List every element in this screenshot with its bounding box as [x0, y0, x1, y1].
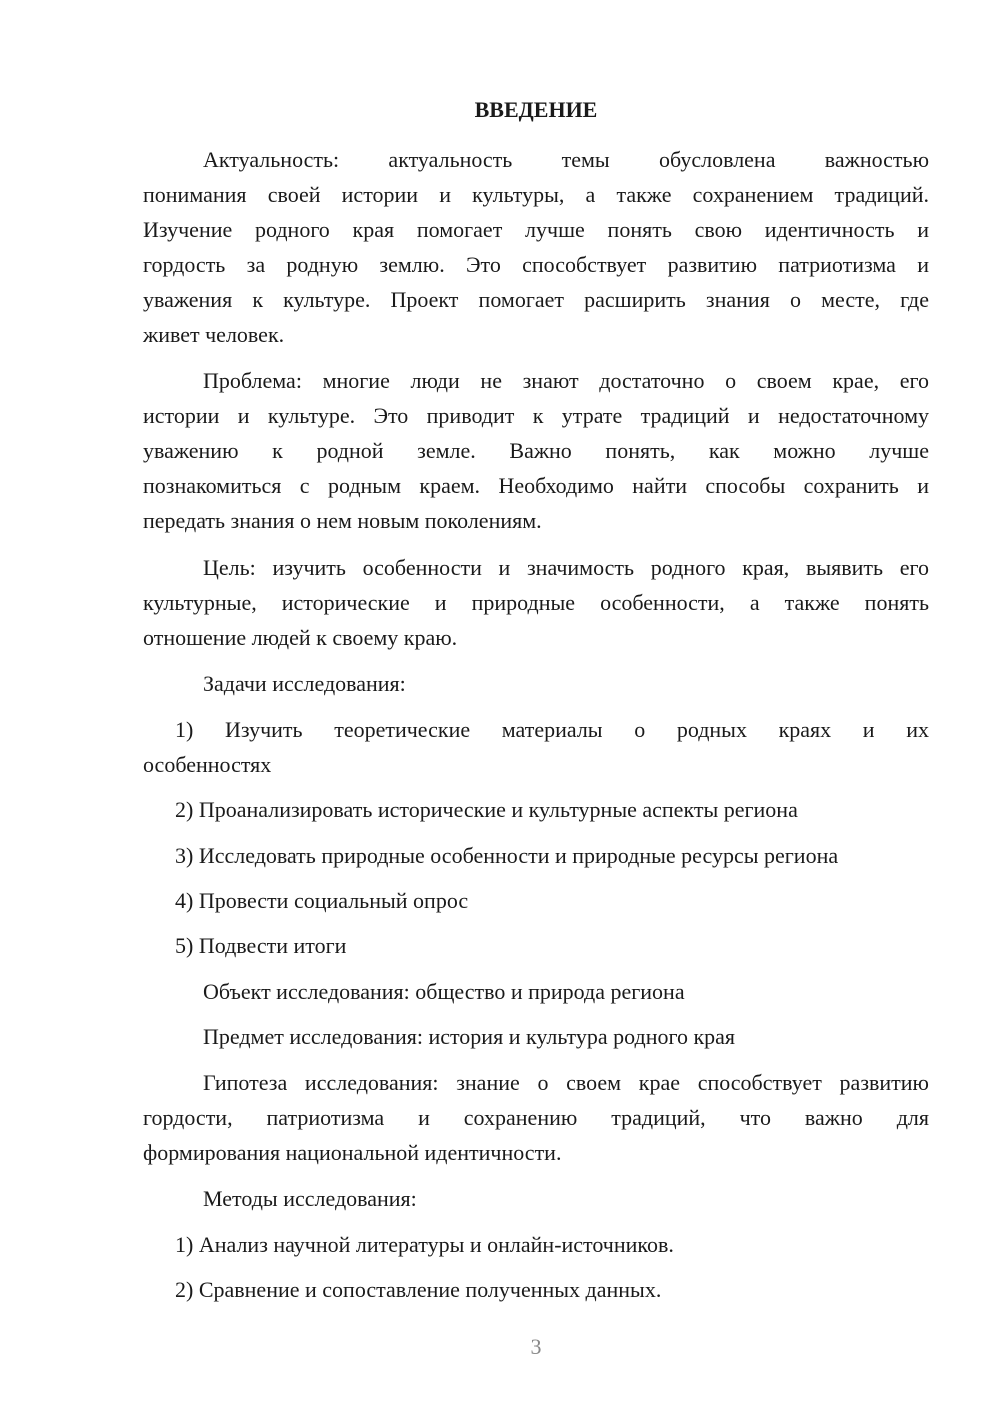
page-title: ВВЕДЕНИЕ	[474, 97, 598, 122]
paragraph-line: Изучение родного края помогает лучше понять свою идентичность и	[143, 217, 929, 242]
paragraph-line: гордости, патриотизма и сохранению традиций, что важно для	[143, 1105, 929, 1130]
list-item: 1) Изучить теоретические материалы о родных краях и их	[175, 717, 929, 742]
research-object: Объект исследования: общество и природа региона	[203, 979, 685, 1004]
paragraph-line: Актуальность: актуальность темы обусловлена важностью	[203, 147, 929, 172]
paragraph-line: познакомиться с родным краем. Необходимо найти способы сохранить и	[143, 473, 929, 498]
list-item: 4) Провести социальный опрос	[175, 888, 469, 913]
paragraph-line: передать знания о нем новым поколениям.	[143, 508, 542, 533]
paragraph-line: истории и культуре. Это приводит к утрате традиций и недостаточному	[143, 403, 929, 428]
paragraph-line: уважению к родной земле. Важно понять, как можно лучше	[143, 438, 929, 463]
paragraph-line: уважения к культуре. Проект помогает расширить знания о месте, где	[143, 287, 929, 312]
list-item: 2) Сравнение и сопоставление полученных данных.	[175, 1277, 662, 1302]
methods-heading: Методы исследования:	[203, 1186, 417, 1211]
paragraph-line: живет человек.	[143, 322, 285, 347]
research-subject: Предмет исследования: история и культура родного края	[203, 1024, 736, 1049]
paragraph-line: культурные, исторические и природные особенности, а также понять	[143, 590, 929, 615]
list-item: 5) Подвести итоги	[175, 933, 347, 958]
paragraph-line: Гипотеза исследования: знание о своем крае способствует развитию	[203, 1070, 929, 1095]
paragraph-line: Цель: изучить особенности и значимость родного края, выявить его	[203, 555, 929, 580]
paragraph-line: Проблема: многие люди не знают достаточно о своем крае, его	[203, 368, 929, 393]
list-item: 1) Анализ научной литературы и онлайн-источников.	[175, 1232, 674, 1257]
page-number: 3	[530, 1334, 542, 1359]
tasks-heading: Задачи исследования:	[203, 671, 406, 696]
list-item: особенностях	[143, 752, 272, 777]
paragraph-line: формирования национальной идентичности.	[143, 1140, 562, 1165]
list-item: 2) Проанализировать исторические и культурные аспекты региона	[175, 797, 798, 822]
paragraph-line: понимания своей истории и культуры, а также сохранением традиций.	[143, 182, 929, 207]
list-item: 3) Исследовать природные особенности и природные ресурсы региона	[175, 843, 839, 868]
paragraph-line: отношение людей к своему краю.	[143, 625, 458, 650]
paragraph-line: гордость за родную землю. Это способствует развитию патриотизма и	[143, 252, 929, 277]
